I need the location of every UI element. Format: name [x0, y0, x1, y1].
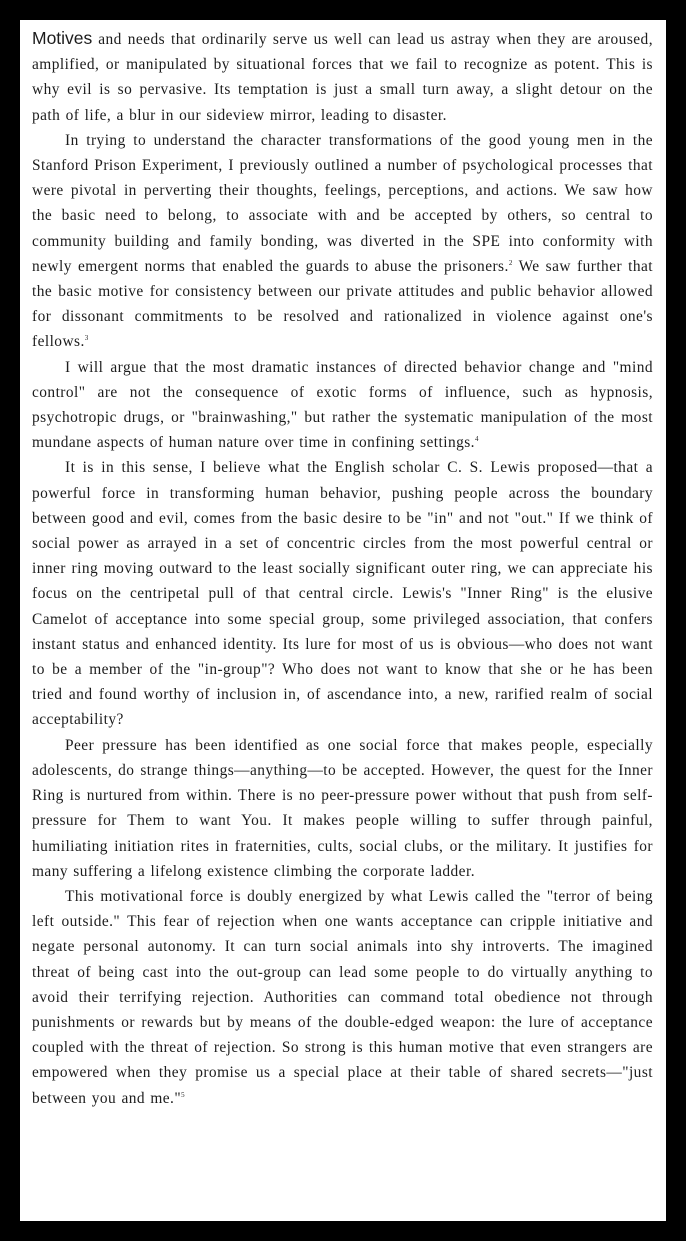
- footnote-ref-3: 3: [84, 334, 89, 343]
- paragraph-6-text: This motivational force is doubly energized by what Lewis called the "terror of being left outside." This fear of rejection when one wants acceptance can cripple initiative and negate personal autonomy. It can turn social animals into shy introverts. The imagined threat of being cast into the out-group can lead some people to do virtually anything to avoid their terrifying rejection. Authorities can command total obedience not through punishments or rewards but by means of the double-edged weapon: the lure of acceptance coupled with the threat of rejection. So strong is this human motive that even strangers are empowered when they promise us a special place at their table of shared secrets—"just between you and me.": [32, 887, 653, 1107]
- paragraph-4-text: It is in this sense, I believe what the English scholar C. S. Lewis proposed—that a powerful force in transforming human behavior, pushing people across the boundary between good and evil, comes from the basic desire to be "in" and not "out." If we think of social power as arrayed in a set of concentric circles from the most powerful central or inner ring moving outward to the least socially significant outer ring, we can appreciate his focus on the centripetal pull of that central circle. Lewis's "Inner Ring" is the elusive Camelot of acceptance into some special group, some privileged association, that confers instant status and enhanced identity. Its lure for most of us is obvious—who does not want to be a member of the "in-group"? Who does not want to know that she or he has been tried and found worthy of inclusion in, of ascendance into, a new, rarified realm of social acceptability?: [32, 459, 653, 729]
- footnote-ref-2: 2: [508, 258, 513, 267]
- paragraph-5: [32, 733, 653, 884]
- paragraph-1-text: and needs that ordinarily serve us well can lead us astray when they are aroused, amplified, or manipulated by situational forces that we fail to recognize as potent. This is why evil is so pervasive. Its temptation is just a small turn away, a slight detour on the path of life, a blur in our sideview mirror, leading to disaster.: [32, 31, 653, 124]
- paragraph-6: [32, 884, 653, 1111]
- paragraph-1: [32, 26, 653, 128]
- paragraph-2-text: In trying to understand the character transformations of the good young men in the Stanford Prison Experiment, I previously outlined a number of psychological processes that were pivotal in perverting their thoughts, feelings, perceptions, and actions. We saw how the basic need to belong, to associate with and be accepted by others, so central to community building and family bonding, was diverted in the SPE into conformity with newly emergent norms that enabled the guards to abuse the prisoners.: [32, 131, 653, 275]
- document-page: [20, 20, 666, 1221]
- paragraph-3-text: I will argue that the most dramatic instances of directed behavior change and "mind control" are not the consequence of exotic forms of influence, such as hypnosis, psychotropic drugs, or "brainwashing," but rather the systematic manipulation of the most mundane aspects of human nature over time in confining settings.: [32, 358, 653, 452]
- paragraph-5-text: Peer pressure has been identified as one social force that makes people, especially adolescents, do strange things—anything—to be accepted. However, the quest for the Inner Ring is nurtured from within. There is no peer-pressure power without that push from self-pressure for Them to want You. It makes people willing to suffer through painful, humiliating initiation rites in fraternities, cults, social clubs, or the military. It justifies for many suffering a lifelong existence climbing the corporate ladder.: [32, 736, 653, 880]
- paragraph-2-text-cont: We saw further that the basic motive for consistency between our private attitudes and public behavior allowed for dissonant commitments to be resolved and rationalized in violence against one's fellows.: [32, 257, 654, 351]
- lead-word: Motives: [32, 28, 93, 48]
- paragraph-3: [32, 355, 653, 456]
- paragraph-2: [32, 128, 653, 355]
- footnote-ref-4: 4: [474, 435, 479, 444]
- footnote-ref-5: 5: [181, 1090, 186, 1099]
- paragraph-4: [32, 455, 653, 732]
